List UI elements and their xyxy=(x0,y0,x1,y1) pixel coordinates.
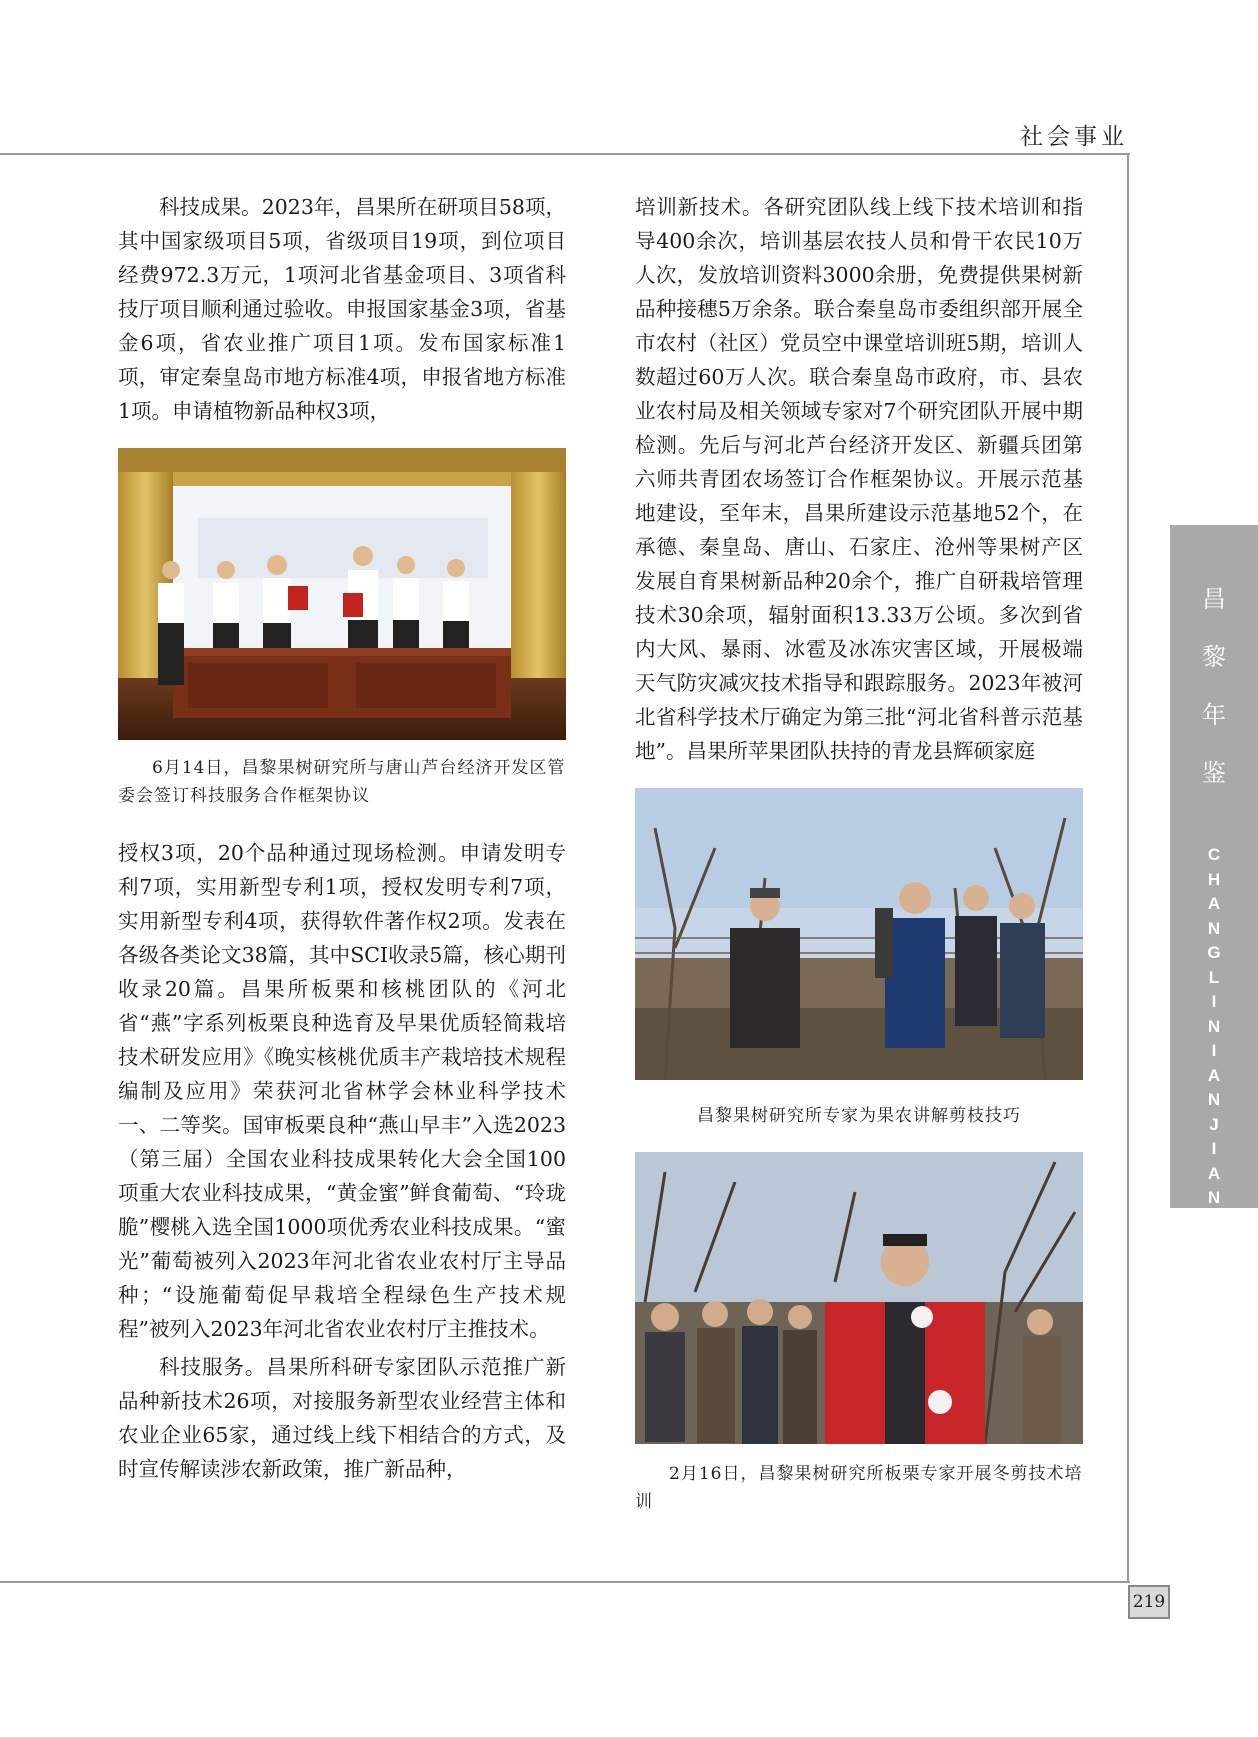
side-pinyin-char: C xyxy=(1207,845,1221,864)
side-pinyin-char: A xyxy=(1207,894,1221,913)
side-pinyin-char: G xyxy=(1207,943,1221,962)
header-rule xyxy=(0,153,1130,155)
left-paragraph-tech-service: 科技服务。昌果所科研专家团队示范推广新品种新技术26项，对接服务新型农业经营主体和农业企业65家，通过线上线下相结合的方式，及时宣传解读涉农新政策，推广新品种， xyxy=(118,1355,566,1481)
left-column xyxy=(118,190,566,1486)
page-number: 219 xyxy=(1128,1585,1170,1619)
side-pinyin-char: J xyxy=(1209,1114,1219,1134)
frame-right-rule xyxy=(1127,153,1129,1581)
side-pinyin-char: A xyxy=(1207,1163,1221,1183)
figure-winter-pruning-training xyxy=(635,1152,1083,1516)
figure-pruning-explanation xyxy=(635,788,1083,1130)
figure-signing-ceremony-caption: 6月14日，昌黎果树研究所与唐山芦台经济开发区管委会签订科技服务合作框架协议 xyxy=(118,758,566,806)
left-paragraph-patents-awards: 授权3项，20个品种通过现场检测。申请发明专利7项，实用新型专利1项，授权发明专利7项，实用新型专利4项，获得软件著作权2项。发表在各级各类论文38篇，其中SCI收录5篇，核心期刊收录20篇。昌果所板栗和核桃团队的《河北省“燕”字系列板栗良种选育及早果优质轻简栽培技术研发应用》《晚实核桃优质丰产栽培技术规程编制及应用》荣获河北省林学会林业科学技术一、二等奖。国审板栗良种“燕山早丰”入选2023（第三届）全国农业科技成果转化大会全国100项重大农业科技成果，“黄金蜜”鲜食葡萄、“玲珑脆”樱桃入选全国1000项优秀农业科技成果。“蜜光”葡萄被列入2023年河北省农业农村厅主导品种；“设施葡萄促早栽培全程绿色生产技术规程”被列入2023年河北省农业农村厅主推技术。 xyxy=(118,841,566,1341)
figure-pruning-explanation-caption: 昌黎果树研究所专家为果农讲解剪枝技巧 xyxy=(697,1106,1021,1126)
side-pinyin-char: I xyxy=(1211,1139,1217,1158)
footer-rule xyxy=(0,1581,1130,1583)
side-pinyin-char: N xyxy=(1207,918,1221,938)
photo-signing-ceremony xyxy=(118,448,566,740)
side-pinyin-char: H xyxy=(1207,869,1221,889)
side-title-char: 年 xyxy=(1202,701,1226,729)
side-tab-pinyin xyxy=(1170,843,1258,1211)
right-column xyxy=(635,190,1083,1516)
yearbook-side-tab xyxy=(1170,525,1258,1208)
side-pinyin-char: I xyxy=(1211,1041,1217,1060)
side-tab-title xyxy=(1170,570,1258,802)
side-pinyin-char: N xyxy=(1207,1090,1221,1109)
right-paragraph-training: 培训新技术。各研究团队线上线下技术培训和指导400余次，培训基层农技人员和骨干农民10万人次，发放培训资料3000余册，免费提供果树新品种接穗5万余条。联合秦皇岛市委组织部开展全市农村（社区）党员空中课堂培训班5期，培训人数超过60万人次。联合秦皇岛市政府，市、县农业农村局及相关领域专家对7个研究团队开展中期检测。先后与河北芦台经济开发区、新疆兵团第六师共青团农场签订合作框架协议。开展示范基地建设，至年末，昌果所建设示范基地52个，在承德、秦皇岛、唐山、石家庄、沧州等果树产区发展自育果树新品种20余个，推广自研栽培管理技术30余项，辐射面积13.33万公顷。多次到省内大风、暴雨、冰雹及冰冻灾害区域，开展极端天气防灾减灾技术指导和跟踪服务。2023年被河北省科学技术厅确定为第三批“河北省科普示范基地”。昌果所苹果团队扶持的青龙县辉硕家庭 xyxy=(635,195,1083,763)
side-title-char: 鉴 xyxy=(1202,759,1226,787)
figure-winter-pruning-training-caption: 2月16日，昌黎果树研究所板栗专家开展冬剪技术培训 xyxy=(635,1464,1083,1512)
side-pinyin-char: N xyxy=(1207,1188,1221,1207)
section-header-title: 社会事业 xyxy=(1020,124,1128,150)
figure-signing-ceremony xyxy=(118,448,566,810)
photo-pruning-explanation xyxy=(635,788,1083,1080)
side-pinyin-char: I xyxy=(1211,992,1217,1011)
side-pinyin-char: A xyxy=(1207,1065,1221,1085)
side-title-char: 昌 xyxy=(1202,585,1226,613)
side-title-char: 黎 xyxy=(1202,643,1226,671)
side-pinyin-char: L xyxy=(1208,967,1220,987)
photo-winter-pruning-training xyxy=(635,1152,1083,1444)
side-pinyin-char: N xyxy=(1207,1016,1221,1036)
left-paragraph-research-results: 科技成果。2023年，昌果所在研项目58项，其中国家级项目5项，省级项目19项，到位项目经费972.3万元，1项河北省基金项目、3项省科技厅项目顺利通过验收。申报国家基金3项，省基金6项，省农业推广项目1项。发布国家标准1项，审定秦皇岛市地方标准4项，申报省地方标准1项。申请植物新品种权3项， xyxy=(118,195,566,423)
